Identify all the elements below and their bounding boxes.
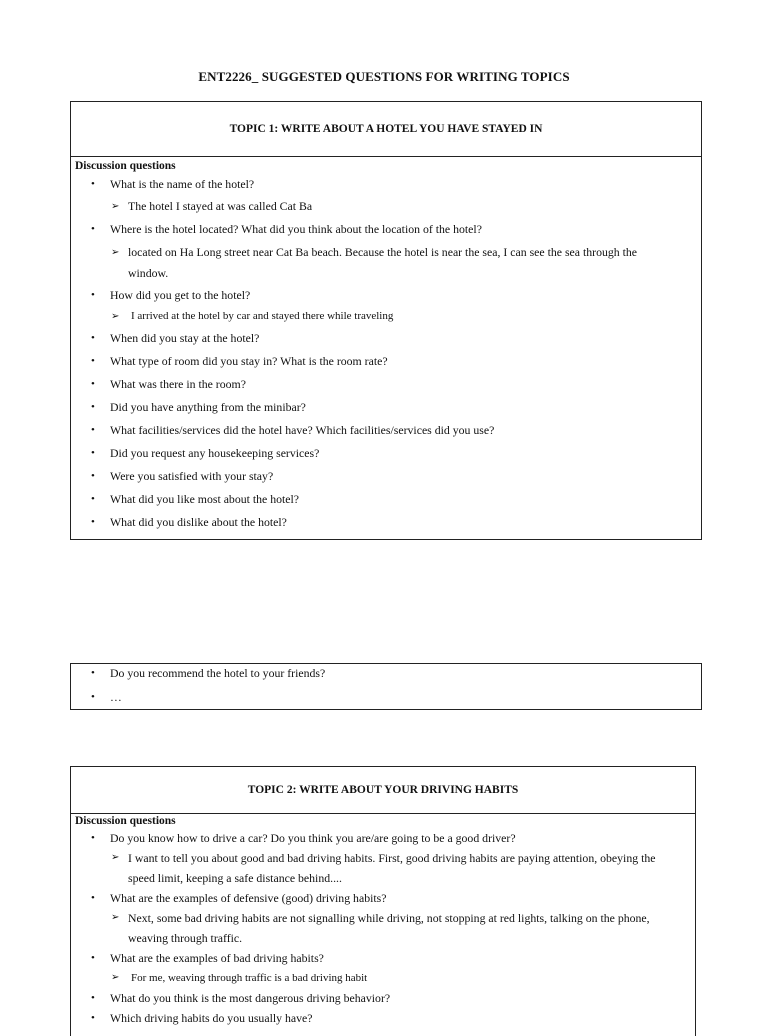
list-item <box>71 327 701 350</box>
question-text: Where is the hotel located? What did you think about the location of the hotel? <box>110 222 482 236</box>
list-item <box>71 511 701 534</box>
answer-text: I want to tell you about good and bad driving habits. First, good driving habits are paying attention, obeying the speed limit, keeping a safe distance behind.... <box>128 851 656 885</box>
list-item <box>71 419 701 442</box>
bullet-icon: • <box>91 516 95 528</box>
arrow-bullet-icon: ➢ <box>111 247 120 258</box>
question-text: What did you dislike about the hotel? <box>110 515 287 529</box>
question-text: When did you stay at the hotel? <box>110 331 260 345</box>
list-item <box>71 218 701 240</box>
bullet-icon: • <box>91 332 95 344</box>
list-item <box>71 350 701 373</box>
arrow-bullet-icon: ➢ <box>111 852 120 863</box>
topic2-heading: TOPIC 2: WRITE ABOUT YOUR DRIVING HABITS <box>71 767 695 814</box>
list-item <box>71 373 701 396</box>
bullet-icon: • <box>91 447 95 459</box>
bullet-icon: • <box>91 470 95 482</box>
question-text: Do you recommend the hotel to your friends? <box>110 666 326 680</box>
document-title: ENT2226_ SUGGESTED QUESTIONS FOR WRITING TOPICS <box>198 69 570 84</box>
bullet-icon: • <box>91 1012 95 1024</box>
bullet-icon: • <box>91 493 95 505</box>
question-text: What are the examples of defensive (good) driving habits? <box>110 891 387 905</box>
answer-text: The hotel I stayed at was called Cat Ba <box>128 199 313 213</box>
list-item <box>71 173 701 195</box>
question-text: Which driving habits do you usually have? <box>110 1011 313 1025</box>
list-item <box>71 442 701 465</box>
bullet-icon: • <box>91 952 95 964</box>
answer-item <box>71 195 701 218</box>
question-text: What do you think is the most dangerous driving behavior? <box>110 991 391 1005</box>
question-text: … <box>110 690 122 704</box>
answer-item <box>71 968 695 988</box>
list-item <box>71 828 695 848</box>
answer-text: For me, weaving through traffic is a bad driving habit <box>131 972 368 984</box>
topic2-discussion-label: Discussion questions <box>75 815 176 827</box>
topic1-question-list <box>71 173 701 534</box>
bullet-icon: • <box>91 832 95 844</box>
list-item <box>71 1008 695 1028</box>
list-item <box>71 988 695 1008</box>
bullet-icon: • <box>91 178 95 190</box>
bullet-icon: • <box>91 401 95 413</box>
question-text: Were you satisfied with your stay? <box>110 469 274 483</box>
answer-text: located on Ha Long street near Cat Ba beach. Because the hotel is near the sea, I can see the sea through the window. <box>128 245 638 280</box>
question-text: Did you request any housekeeping services? <box>110 446 320 460</box>
bullet-icon: • <box>91 223 95 235</box>
question-text: What facilities/services did the hotel have? Which facilities/services did you use? <box>110 423 495 437</box>
topic1-discussion-label: Discussion questions <box>75 160 176 172</box>
list-item <box>71 488 701 511</box>
question-text: What did you like most about the hotel? <box>110 492 300 506</box>
question-text: What are the examples of bad driving habits? <box>110 951 324 965</box>
topic2-box <box>70 766 696 1036</box>
bullet-icon: • <box>91 892 95 904</box>
arrow-bullet-icon: ➢ <box>111 201 120 212</box>
bullet-icon: • <box>91 667 95 679</box>
arrow-bullet-icon: ➢ <box>111 972 120 983</box>
question-text: Do you know how to drive a car? Do you think you are/are going to be a good driver? <box>110 831 516 845</box>
bullet-icon: • <box>91 289 95 301</box>
answer-item <box>71 848 695 888</box>
list-item <box>71 665 701 687</box>
list-item <box>71 284 701 306</box>
answer-item <box>71 908 695 948</box>
topic2-question-list <box>71 828 695 1028</box>
answer-text: Next, some bad driving habits are not signalling while driving, not stopping at red lights, talking on the phone, weaving through traffic. <box>128 911 650 945</box>
topic1-continued-list <box>71 664 701 709</box>
arrow-bullet-icon: ➢ <box>111 311 120 322</box>
list-item <box>71 888 695 908</box>
list-item <box>71 687 701 709</box>
answer-item <box>71 240 701 284</box>
arrow-bullet-icon: ➢ <box>111 912 120 923</box>
bullet-icon: • <box>91 378 95 390</box>
list-item <box>71 948 695 968</box>
bullet-icon: • <box>91 691 95 703</box>
answer-item <box>71 306 701 327</box>
answer-text: I arrived at the hotel by car and stayed there while traveling <box>131 310 394 322</box>
topic1-box <box>70 101 702 540</box>
question-text: What is the name of the hotel? <box>110 177 255 191</box>
bullet-icon: • <box>91 992 95 1004</box>
question-text: Did you have anything from the minibar? <box>110 400 306 414</box>
question-text: What was there in the room? <box>110 377 246 391</box>
list-item <box>71 396 701 419</box>
topic1-heading: TOPIC 1: WRITE ABOUT A HOTEL YOU HAVE STAYED IN <box>71 102 701 157</box>
bullet-icon: • <box>91 355 95 367</box>
question-text: What type of room did you stay in? What is the room rate? <box>110 354 388 368</box>
bullet-icon: • <box>91 424 95 436</box>
question-text: How did you get to the hotel? <box>110 288 251 302</box>
topic1-continued-box <box>70 663 702 710</box>
list-item <box>71 465 701 488</box>
